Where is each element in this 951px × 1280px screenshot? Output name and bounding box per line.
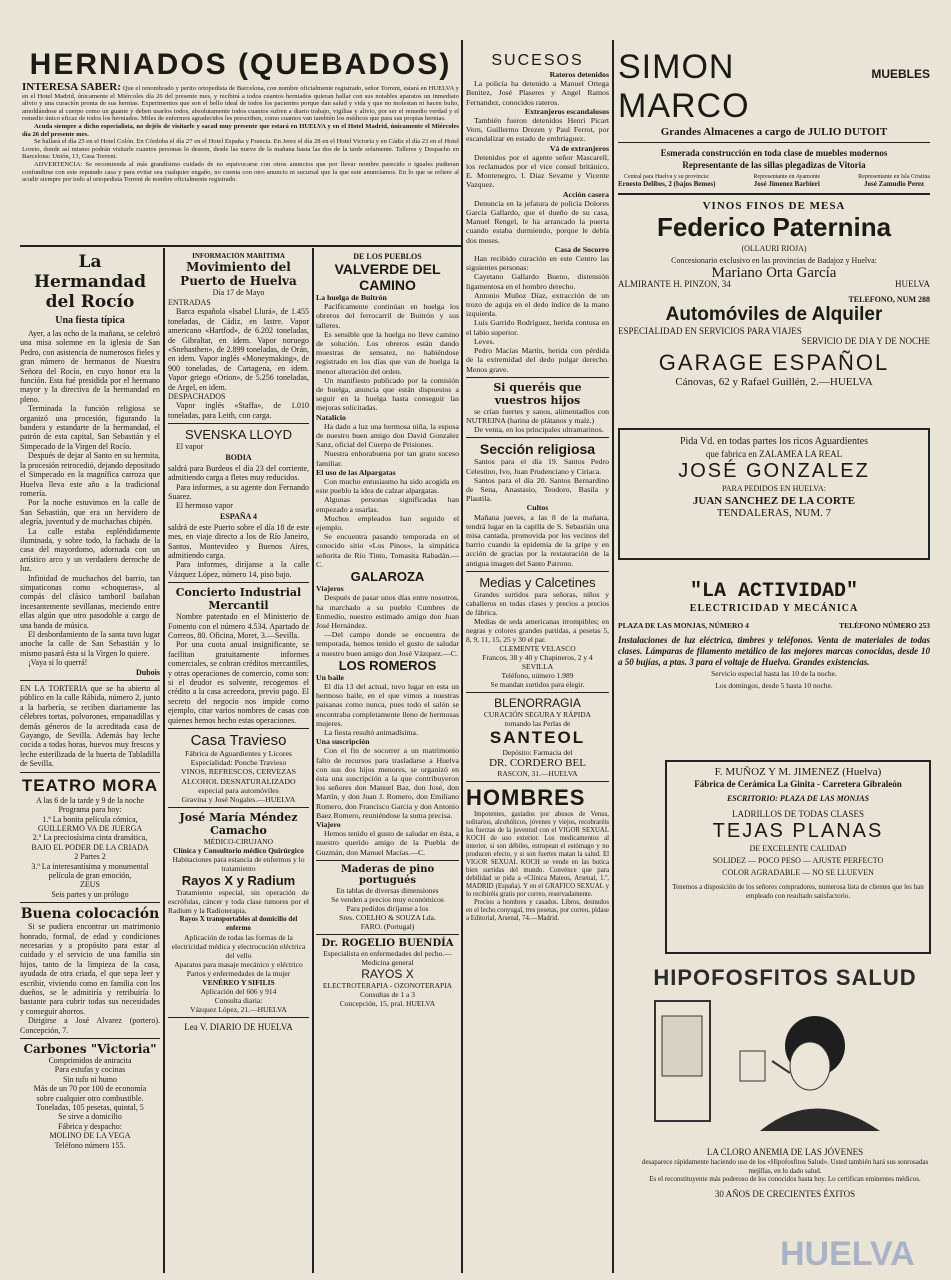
garage-sub2: SERVICIO DE DIA Y DE NOCHE (801, 336, 930, 346)
colocacion-body: Si se pudiera encontrar un matrimonio honrado, formal, de edad y condiciones necesarias y a propósito para estar al cuidado y el servicio de una familia sin hijos, tanto de la limpieza de la casa, ayudada de otra criada, el que sepa leer y escribir, viviendo como en familia con los dueños, se le admitiría y retribuiría lo bastante para cubrir todas sus necesidades y conseguir ahorros. (20, 922, 160, 1016)
garage-ad (618, 295, 930, 420)
garage-title: Automóviles de Alquiler (665, 304, 883, 325)
svenska-body4: El hermoso vapor (176, 501, 233, 511)
pueblos-s3: El uso de las Alpargatas (316, 467, 396, 477)
hijos-body: se crían fuertes y sanos, alimentadlos con NUTREINA (harina de plátanos y maíz.) (466, 406, 609, 425)
garage-phone: TELEFONO, NUM 288 (848, 295, 930, 304)
pueblos-b11: —Del campo donde se encuentra de temporada, hemos tenido el gusto de saludar a nuestro buen amigo don José Vázquez.—C. (316, 630, 459, 658)
concierto-body2: Por una cuota anual insignificante, se facilitan gratuitamente informes comerciales, se cobran créditos mercantiles, y otras operaciones de comercio, como son: si el deudor es solvente, recogemos el crédito a la casa acreedora, previo pago. El secreto del negocio nos impide como ejemplo, citar varios nombres de casas con quienes hemos hecho estas operaciones. (168, 640, 309, 725)
column-rule (163, 248, 165, 1273)
sucesos-s4: Acción casera (562, 189, 609, 199)
mendez-body7: Partos y enfermedades de la mujer (186, 969, 291, 979)
simon-body2: Representante de las sillas plegadizas de Vitoria (682, 160, 866, 170)
maritima-date: Día 17 de Mayo (212, 288, 265, 297)
maderas-line: Sres. COELHO & SOUZA Lda. (339, 912, 436, 922)
buendia-rayos: RAYOS X (361, 966, 414, 981)
hermandad-title: La Hermandad del Rocío (34, 252, 146, 312)
maderas-line: FARO. (Portugal) (360, 921, 415, 931)
medias-body: Grandes surtidos para señoras, niños y caballeros en todas clases y precios a precios de fábrica. (466, 589, 609, 617)
sucesos-b2: También fueron detenidos Henri Picart Vern, Guillermo Drezen y Paul Ferrot, por escandalizar en estado de embriaguez. (466, 116, 609, 144)
buendia-body2: ELECTROTERAPIA - OZONOTERAPIA (322, 980, 453, 990)
hernia-body2: Acuda siempre a dicho especialista, no dejéis de visitarle y sacad muy presente que estará en HUELVA y en el Hotel Madrid, únicamente el Miércoles día 26 del presente mes. (22, 122, 459, 138)
hipofosfitos-title: HIPOFOSFITOS SALUD (653, 965, 917, 990)
mendez-body2: Habitaciones para estancia de enfermos y lo tratamiento (172, 855, 305, 874)
santeol-doc: DR. CORDERO BEL (489, 756, 586, 769)
svenska-ship2: ESPAÑA 4 (220, 511, 257, 521)
sucesos-b5: Han recibido curación en este Centro las siguientes personas: (466, 254, 609, 273)
maritima-despachados: DESPACHADOS (168, 392, 226, 402)
mendez-body8: VENÉREO Y SIFILIS (202, 978, 275, 988)
mendez-sub: MÉDICO-CIRUJANO (203, 837, 274, 847)
sucesos-b7: Antonio Muñoz Díaz, extracción de un trozo de aguja en el dedo índice de la mano izquierda. (466, 290, 609, 319)
maderas-line: En tablas de diversas dimensiones (336, 885, 439, 895)
maderas-line: Se venden a precios muy económicos (331, 894, 444, 904)
pueblos-head: DE LOS PUEBLOS (353, 252, 422, 261)
paternina-ad (618, 200, 930, 288)
pueblos-s4: Viajeros (316, 584, 344, 594)
hermandad-body7: El desbordamiento de la santa tuvo lugar anoche la calle de San Sebastián y lo mismo pasará ésta si la Virgen lo quiere. (20, 630, 160, 658)
santeol-name: SANTEOL (489, 727, 586, 747)
carbones-line: Sin tufo ni humo (62, 1074, 117, 1084)
paternina-title: Federico Paternina (656, 212, 892, 242)
pueblos-title: VALVERDE DEL CAMINO (334, 261, 441, 293)
mendez-body4: Rayos X transportables al domicilio del enfermo (179, 915, 298, 933)
simon-sub: Grandes Almacenes a cargo de JULIO DUTOIT (660, 126, 888, 138)
pueblos-b14: Con el fin de socorrer a un matrimonio falto de recursos para trasladarse a Huelva con sus dos hijos menores, se organizó en ésta una suscripción a la que contribuyeron los señores don Manuel Baz, don José, don Martín, y don Juan J. Romero, don Emiliano Romero, don Francisco Garcia y don Antonio Baez Romero, reuniéndose la suma precisa. (316, 746, 459, 820)
hermandad-body3: Después de dejar al Santo en su hermita, la procesión retrocedió, dejando depositado el Simpecado en la magnífica carroza que Huelva lleva este año a la tradicional romería. (20, 451, 160, 498)
pueblos-s1: La huelga de Buitrón (316, 293, 387, 302)
pueblos-b13: La fiesta resultó animadísima. (324, 727, 418, 737)
santeol-body: CURACIÓN SEGURA Y RÁPIDA (483, 709, 592, 719)
maritima-entradas: ENTRADAS (168, 298, 211, 307)
maderas-title: Maderas de pino portugués (340, 863, 435, 886)
gonzalez-body3: PARA PEDIDOS EN HUELVA: (722, 484, 826, 493)
mendez-body11: Vázquez López, 21.—HUELVA (190, 1005, 287, 1015)
ceramica-q: DE EXCELENTE CALIDAD (749, 844, 847, 853)
santeol-title: BLENORRAGIA (494, 695, 581, 710)
column-2 (168, 252, 309, 1272)
santeol-body2: tomando las Perlas de (504, 718, 571, 728)
pueblos-b12: El día 13 del actual, tuvo lugar en esta un hermoso baile, en el que vimos a nuestras paisanas como nunca, pues todo el salón se encontraba completamente lleno de hermosas mujeres. (316, 681, 459, 728)
simon-c2a: Representante en Ayamonte (753, 174, 821, 180)
pueblos-b15: Hemos tenido el gusto de saludar en ésta, a nuestro querido amigo de la Puebla de Guzmán, don Manuel Macías.—C. (316, 829, 459, 857)
pueblos-b10: Después de pasar unos días entre nosotros, ha marchado a su pueblo Cumbres de Enmedio, nuestro estimado amigo don Juan José Hernández. (316, 593, 459, 630)
maderas-line: Para pedidos diríjanse a los (346, 903, 429, 913)
ceramica-q3: COLOR AGRADABLE — NO SE LLUEVEN (722, 868, 874, 877)
medias-body5: Se mandan surtidos para elegir. (490, 679, 585, 689)
mendez-body6: Aparatos para masaje mecánico y eléctrico (174, 960, 303, 970)
sucesos-b4: Denuncia en la jefatura de policía Dolores García Gallardo, que el dueño de su casa, Manuel Rengel, le ha arrancado la puerta cuando estaba durmiendo, porque le debía dos meses. (466, 198, 609, 245)
simon-c3b: José Zamudio Perez (864, 180, 925, 188)
colocacion-title: Buena colocación (20, 906, 160, 923)
torteria-body: EN LA TORTERIA que se ha abierto al público en la calle Rábida, número 2, junto a la barbería, se reciben diariamente las célebres tortas, polvorones, empanadillas y demás géneros de la acreditada casa de Gayango, de Sevilla. Además hay leche cocida a todas horas, huevos muy frescos y leche esterilizada de la huerta de Tabladilla de Sevilla. (20, 684, 160, 769)
svenska-body5: saldrá de este Puerto sobre el día 18 de este mes, en viaje directo a los de Río Janeiro, Santos, Montevideo y Buenos Aires, admitiendo carga. (168, 522, 309, 560)
ceramica-office: ESCRITORIO: PLAZA DE LAS MONJAS (726, 794, 870, 803)
pueblos-s2: Natalicio (316, 412, 346, 422)
pueblos-b1: Pacíficamente continúan en huelga los obreros del ferrocarril de Buitrón y sus talleres. (316, 302, 459, 330)
gonzalez-name2: JUAN SANCHEZ DE LA CORTE (692, 495, 856, 507)
gonzalez-ad (618, 428, 930, 560)
medias-body4: Teléfono, número 1.989 (501, 670, 574, 680)
paternina-name: Mariano Orta García (711, 265, 837, 281)
carbones-line: Teléfono número 155. (54, 1140, 126, 1150)
carbones-line: Comprimidos de antracita (48, 1056, 132, 1066)
column-rule (312, 248, 314, 1273)
garage-name: GARAGE ESPAÑOL (658, 350, 890, 375)
mendez-body: Clínica y Consultorio médico Quirúrgico (173, 846, 304, 856)
svenska-body3: Para informes, a su agente don Fernando Suarez. (168, 482, 309, 501)
sucesos-b6: Cayetano Gallardo Bueno, distensión ligamentosa en el hombro derecho. (466, 272, 609, 291)
pueblos-b7: Algunas personas significadas han empezado a usarlas. (316, 495, 459, 514)
pueblos-s5: Un baile (316, 672, 344, 682)
paternina-city: HUELVA (894, 279, 930, 288)
sucesos-s5: Casa de Socorro (554, 244, 609, 254)
carbones-line: MOLINO DE LA VEGA (49, 1131, 131, 1141)
sucesos-s3: Vá de extranjeros (549, 143, 609, 153)
travieso-line: Fábrica de Aguardientes y Licores (185, 749, 292, 759)
teatro-line: 1.º La bonita película cómica, (42, 814, 138, 824)
gonzalez-addr: TENDALERAS, NUM. 7 (716, 507, 832, 519)
maritima-head: INFORMACIÓN MARÍTIMA (192, 252, 285, 260)
hermandad-body5: La calle estaba espléndidamente iluminada, y sobre todo, la fachada de la casa del mayordomo, adornada con un artístico arco y un verdadero derroche de luz. (20, 526, 160, 574)
santeol-body3: Depósito: Farmacia del (502, 747, 573, 757)
simon-c1a: Central para Huelva y su provincia: (623, 174, 710, 180)
simon-title: SIMON MARCO (618, 48, 750, 125)
travieso-line: ALCOHOL DESNATURALIZADO (181, 776, 296, 786)
pueblos-b5: Nuestra enhorabuena por tan grato suceso familiar. (316, 449, 459, 468)
paternina-head: VINOS FINOS DE MESA (702, 200, 846, 212)
teatro-lines (20, 796, 160, 899)
carbones-line: Fábrica y despacho: (58, 1121, 122, 1131)
hernia-rule (20, 245, 461, 247)
mendez-body5: Aplicación de todas las formas de la electricidad médica y electrocución eléctrica del vello (171, 933, 306, 961)
travieso-line: VINOS, REFRESCOS, CERVEZAS (180, 767, 297, 777)
simon-c2b: José Jimenez Barbieri (753, 180, 820, 188)
hermandad-body: Ayer, a las ocho de la mañana, se celebró una misa solemne en la iglesia de San Pedro, con asistencia de numerosos fieles y gran número de hermanos de Nuestra Señora del Rocío, en cuyo honor era la función. Esta fué presidida por el hermano mayor y la directiva de la hermandad en pleno. (20, 329, 160, 404)
medias-city: SEVILLA (521, 661, 554, 671)
hernia-body3: Se hallará el día 25 en el Hotel Colón. En Córdoba el día 27 en el Hotel España y Francia. En Jerez el día 28 en el Hotel Victoria y en Cádiz el día 23 en el Hotel Loreto, donde así mismo podrán visitarle cuantos personas lo deseen, desde las nueve de la mañana hasta las dos de la tarde solamente. Talleres y Despacho en Barcelona: Unión, 13, Casa Torrent. (22, 138, 459, 161)
woman-illustration (640, 991, 930, 1141)
buendia-body: Especialista en enfermedades del pecho.—Medicina general (323, 948, 452, 967)
religiosa-body: Santos para el día 19. Santos Pedro Celestino, Ivo, Juan Prudenciano y Ciriaca. (466, 457, 609, 476)
hombres-body2: Precios a hombres y casados. Libros, desnudos en el lecho conyugal, tres pesetas, por correo, pídase a Editorial, Arsenal, 74.—Madrid. (466, 898, 609, 922)
hermandad-body4: Por la noche estuvimos en la calle de San Sebastián, que era un hervidero de alegría, juventud y de muchachas chipén. (20, 498, 160, 527)
carbones-line: Se sirve a domicilio (58, 1112, 122, 1122)
simon-c3a: Representante en Isla Cristina (858, 174, 930, 180)
teatro-line: Programa para hoy: (58, 805, 122, 815)
svenska-ship: BODIA (225, 452, 252, 462)
actividad-ad (618, 580, 930, 748)
paternina-sub: (OLLAURI RIOJA) (741, 244, 807, 253)
teatro-line: ZEUS (80, 880, 100, 890)
carbones-line: Para estufas y cocinas (54, 1065, 126, 1075)
teatro-line: 2.º La preciosísima cinta dramática, (32, 833, 148, 843)
buendia-body3: Consultas de 1 a 3 (360, 989, 415, 999)
concierto-title: Concierto Industrial Mercantil (175, 586, 302, 613)
column-4 (466, 52, 609, 1272)
religiosa-sub: Cultos (526, 503, 549, 513)
gonzalez-body: Pida Vd. en todas partes los ricos Aguardientes (679, 436, 869, 447)
buendia-title: Dr. ROGELIO BUENDÍA (321, 937, 454, 949)
garage-sub: ESPECIALIDAD EN SERVICIOS PARA VIAJES (618, 326, 802, 336)
pueblos-s6: Una suscripción (316, 737, 370, 747)
sucesos-s1: Rateros detenidos (549, 70, 609, 79)
gonzalez-body2: que fabrica en ZALAMEA LA REAL (705, 449, 843, 459)
medias-body2: Medias de seda americanas irrompibles; en negras y colores grandes partidas, a pesetas 5, 8, 9, 11, 15, 25 y 30 el par. (466, 616, 609, 644)
column-rule (461, 40, 463, 1273)
simon-ad (618, 48, 930, 193)
travieso-lines (168, 749, 309, 804)
sucesos-b3: Detenidos por el agente señor Mascarell, los reclamados por el vice consul británico, E. Montenegro, I. Diaz Sevame y Vicente Vazquez. (466, 152, 609, 190)
pueblos-s7: Viajero (316, 819, 341, 829)
svenska-body6: Para informes, diríjanse a la calle Vázquez López, número 14, piso bajo. (168, 560, 309, 579)
teatro-title: TEATRO MORA (21, 775, 159, 795)
pueblos-b3: Un manifiesto publicado por la comisión de huelga, anuncia que están dispuestos a seguir en la huelga hasta conseguir las mejoras solicitadas. (316, 375, 459, 413)
mendez-body10: Consulta diaria: (214, 996, 263, 1006)
religiosa-title: Sección religiosa (479, 441, 596, 458)
travieso-line: Especialidad: Ponche Travieso (190, 758, 287, 768)
mendez-rayos: Rayos X y Radium (181, 873, 296, 889)
mendez-title: José María Méndez Camacho (179, 811, 298, 838)
teatro-line: BAJO EL PODER DE LA CRIADA (31, 842, 149, 852)
actividad-sub: ELECTRICIDAD Y MECÁNICA (689, 603, 859, 614)
carbones-title: Carbones "Victoria" (23, 1042, 157, 1057)
ceramica-sub: Fábrica de Cerámica La Ginita - Carretera Gibraleón (694, 779, 902, 789)
hermandad-body2: Terminada la función religiosa se organizó una procesión, figurando la bandera y estandarte de la hermandad, el patrón de esta capital, San Sebastián y el Simpecado de la Virgen del Rocío. (20, 404, 160, 451)
teatro-line: GUILLERMO VA DE JUERGA (37, 823, 143, 833)
ceramica-title: F. MUÑOZ Y M. JIMENEZ (Huelva) (714, 766, 882, 778)
religiosa-body2: Santos para el día 20. Santos Bernardino de Sena, Anastasio, Teodoro, Basila y Plautila. (466, 475, 609, 504)
svenska-body2: saldrá para Burdeos el día 23 del corriente, admitiendo carga a fletes muy reducidos. (168, 463, 309, 483)
simon-tag: MUEBLES (871, 67, 930, 81)
concierto-body: Nombre patentado en el Ministerio de Fomento con el número 4.534. Apartado de Correos, 80. Oficina, Moret, 3.—Sevilla. (168, 612, 309, 640)
sucesos-title: SUCESOS (491, 52, 584, 69)
hipofosfitos-body: LA CLORO ANEMIA DE LAS JÓVENES (706, 1147, 864, 1157)
hernia-ad (22, 48, 459, 244)
carbones-line: Más de un 70 por 100 de economía (33, 1084, 147, 1094)
medias-title: Medias y Calcetines (479, 574, 596, 590)
teatro-line: 2 Partes 2 (74, 852, 106, 862)
garage-addr: Cánovas, 62 y Rafael Guillén, 2.—HUELVA (675, 376, 873, 388)
pueblos-b4: Ha dado a luz una hermosa niña, la esposa de nuestro buen amigo don David Gonzalez Sanz, oficial del Cuerpo de Prisiones. (316, 421, 459, 450)
simon-c1b: Ernesto Delibes, 2 (bajos Bemes) (618, 180, 716, 188)
actividad-title: "LA ACTIVIDAD" (689, 580, 859, 603)
column-rule (612, 40, 614, 1273)
ceramica-ad (665, 760, 931, 954)
colocacion-body2: Dirigirse a José Alvarez (portero). Concepción, 7. (20, 1016, 160, 1035)
ceramica-body2: Tenemos a disposición de los señores compradores, numerosa lista de clientes que les han empleado con resultado satisfactorio. (672, 883, 924, 900)
carbones-lines (20, 1056, 160, 1150)
travieso-title: Casa Travieso (190, 732, 287, 750)
pueblos-t2: GALAROZA (350, 569, 425, 585)
teatro-line: Seis partes y un prólogo (51, 889, 129, 899)
teatro-line: 3.º La interesantísima y monumental película de gran emoción, (31, 861, 149, 880)
pueblos-b2: Es sensible que la huelga no lleve camino de solución. Los obreros están dando muestras de sensatez, no habiéndose registrado en los días que van de huelga la menor alteración del orden. (316, 329, 459, 376)
hipofosfitos-body4: 30 AÑOS DE CRECIENTES ÉXITOS (714, 1188, 856, 1199)
mendez-body3: Tratamiento especial, sin operación de escrófulas, cáncer y toda clase tumores por el Radium y la Radioterapia. (168, 888, 309, 916)
hijos-title: Si queréis que vuestros hijos (493, 380, 582, 407)
ceramica-q2: SOLIDEZ — POCO PESO — AJUSTE PERFECTO (712, 856, 884, 865)
paternina-addr: ALMIRANTE H. PINZON, 34 (618, 279, 731, 288)
hombres-title: HOMBRES (466, 784, 586, 810)
svenska-title: SVENSKA LLOYD (185, 427, 292, 443)
hernia-body4: ADVERTENCIA: Se recomienda al más grandísimo cuidado de no equivocarse con otros anuncios que por llevar nombre parecido o iguales pudieran confundirse con este reputado casa y para evitar sea cualquier engaño, no cuenta con otro anuncio ni sucursal que la que este anunciamos. En lo que se refiere al acudir siempre por todo al ortopedista Torrent de nombre oficialmente registrado. (22, 160, 459, 184)
buendia-body4: Concepción, 15, pral. HUELVA (339, 998, 436, 1008)
actividad-body2: Servicio especial hasta las 10 de la noche. (711, 669, 837, 678)
carbones-line: sobre cualquier otro combustible. (36, 1093, 144, 1103)
maritima-title: Movimiento del Puerto de Huelva (180, 260, 297, 288)
carbones-line: Toneladas, 105 pesetas, quintal, 5 (36, 1103, 144, 1113)
hernia-title: HERNIADOS (QUEBADOS) (29, 48, 452, 81)
svenska-body: El vapor (176, 442, 204, 452)
column-3 (316, 252, 459, 1272)
hermandad-body8: ¡Vaya si lo querrá! (28, 658, 88, 668)
religiosa-body3: Mañana jueves, a las 8 de la mañana, tendrá lugar en la capilla de S. Sebastián una misa cantada, promovida por los vecinos del barrio cuando la epidemia de la gripe y en acción de gracias por la restauración de la antigua imagen del Santo Patrono. (466, 512, 609, 568)
santeol-addr: RASCON, 31.—HUELVA (497, 768, 578, 778)
medias-body3: Francos, 38 y 40 y Chapineros, 2 y 4 (482, 652, 593, 662)
mendez-body9: Aplicación del 606 y 914 (200, 987, 277, 997)
sucesos-s2: Extranjeros escandalosos (524, 106, 609, 116)
travieso-line: especial para automóviles (198, 785, 279, 795)
maritima-body2: Vapor inglés «Staffa», de 1.010 toneladas, para Leith, con carga. (168, 401, 309, 420)
hermandad-sub: Una fiesta típica (55, 315, 125, 326)
sucesos-b9: Leves. (474, 336, 495, 346)
hipofosfitos-ad (640, 965, 930, 1275)
ceramica-body: LADRILLOS DE TODAS CLASES (732, 809, 864, 819)
pueblos-t3: LOS ROMEROS (338, 657, 437, 673)
sucesos-b1: La policía ha detenido a Manuel Ortega Benitez, José Plaseres y Angel Ramos Fernandez, conocidos rateros. (466, 79, 609, 107)
travieso-line: Gravina y José Nogales.—HUELVA (181, 795, 296, 805)
gonzalez-name: JOSÉ GONZALEZ (678, 460, 870, 482)
ad-rule (618, 193, 930, 195)
actividad-body: Instalaciones de luz eléctrica, timbres y teléfonos. Venta de materiales de todas clases. Lámparas de filamento metálico de las mejores marcas conocidas, desde 10 a 50 bujías, a ptas. 3 para el voltaje de Huelva. Grandes existencias. (618, 635, 930, 667)
sucesos-b8: Luis Garrido Rodríguez, herida contusa en el labio superior. (466, 318, 609, 337)
pueblos-b9: Se encuentra pasando temporada en el conocido sitio «Los Pinos», la simpática señorita de Río Tinto, Tomasita Rabadán.—C. (316, 532, 459, 569)
pueblos-b6: Con mucho entusiasmo ha sido acogida en este pueblo la idea de calzar alpargatas. (316, 477, 459, 496)
maritima-body: Barca española «Isabel Llurá», de 1.455 toneladas, de Cádiz, en lastre. Vapor americano «Hartfod», de 6.202 toneladas, de Gibraltar, en idem. Vapor noruego «Snehasthen», de 2.899 toneladas, de Orán, en idem. Vapor inglés «Moneymaking», de 900 toneladas, de Cartagena, en idem. Vapor griego «Orion», de 5.256 toneladas, de Argel, en idem. (168, 307, 309, 392)
hombres-body: Impotentes, gastados por abusos de Venus, solitarios, alcohólicos, jóvenes y viejos, recobraréis las fuerzas de la juventud con el VIGOR SEXUAL KOCH de uso exterior. Los medicamentos al interior, si son débiles, estropean el estómago y no producen efecto, y si son fuertes matan la salud. El VIGOR SEXUAL KOCH se vende en las botica bien surtidas del mundo. Convénce que para debilidad se pida a «Clínica Mateos, Arsenal, 1.º, MADRID (España). Y en el GRAFICO SEXUAL y lo recibiréis gratis por correo, reservadamente. (466, 810, 609, 898)
hipofosfitos-body2: desaparece rápidamente haciendo uso de los «Hipofosfitos Salud». Usted también hará sus sonrosadas mejillas, en lo dado salud. (641, 1158, 929, 1175)
hernia-subtitle: INTERESA SABER: (22, 81, 121, 93)
column-1 (20, 252, 160, 1272)
watermark: HUELVA (780, 1235, 915, 1273)
hijos-body2: De venta, en los principales ultramarinos. (474, 425, 604, 435)
paternina-body: Concesionario exclusivo en las provincias de Badajoz y Huelva: (671, 256, 877, 265)
footer-left: Lea V. DIARIO DE HUELVA (184, 1022, 293, 1033)
pueblos-b8: Muchos empleados han seguido el ejemplo. (316, 513, 459, 533)
ceramica-name: TEJAS PLANAS (712, 820, 884, 842)
hernia-body: Que el renombrado y perito ortopedista de Barcelona, con nombre oficialmente registrado, señor Torrent, estará en HUELVA y en el Hotel Madrid, únicamente el Miércoles día 26 del presente mes, y recibirá a todos cuantos herniados quieran hallar con sus notables aparatos un inmediato alivio y una curación pronta de sus hernias. Experimentos que son el bello ideal de todos los pacientes porque dan salud y vida y que no molestan ni hacen bulto, amoldándose al cuerpo como un guante y deben usarlos todos, absolutamente todos cuantos sufren a diario trabajo, vigilias y alivio, por ser el remedio verdad y el remedio único eficaz de todos los herniados. Miles de enfermos agradecidos les prescriben, como cuantos van también los médicos que para sus propias hernias. (22, 85, 459, 123)
sucesos-b10: Pedro Macías Martín, herida con pérdida de la extremidad del dedo pulgar derecho. Menos grave. (466, 346, 609, 374)
hipofosfitos-body3: Es el reconstituyente más poderoso de los conocidos hasta hoy. Lo certifican eminentes médicos. (649, 1175, 921, 1183)
hermandad-body6: Infinidad de muchachos del barrio, tan simpaticonas como «choqueras», al compás del clásico tamboril bailaban incesantemente sevillanas, meciendo entre ellas algún que otro pasodoble a cargo de una banda de música. (20, 573, 160, 630)
teatro-line: A las 6 de la tarde y 9 de la noche (36, 795, 144, 805)
medias-name: CLEMENTE VELASCO (499, 643, 576, 653)
simon-body: Esmerada construcción en toda clase de muebles modernos (660, 148, 888, 158)
actividad-body3: Los domingos, desde 5 hasta 10 noche. (715, 681, 833, 690)
actividad-phone: TELÉFONO NÚMERO 253 (839, 621, 930, 630)
hermandad-sign: Dubois (135, 667, 160, 677)
actividad-addr: PLAZA DE LAS MONJAS, NÚMERO 4 (618, 621, 749, 630)
maderas-lines (316, 886, 459, 931)
